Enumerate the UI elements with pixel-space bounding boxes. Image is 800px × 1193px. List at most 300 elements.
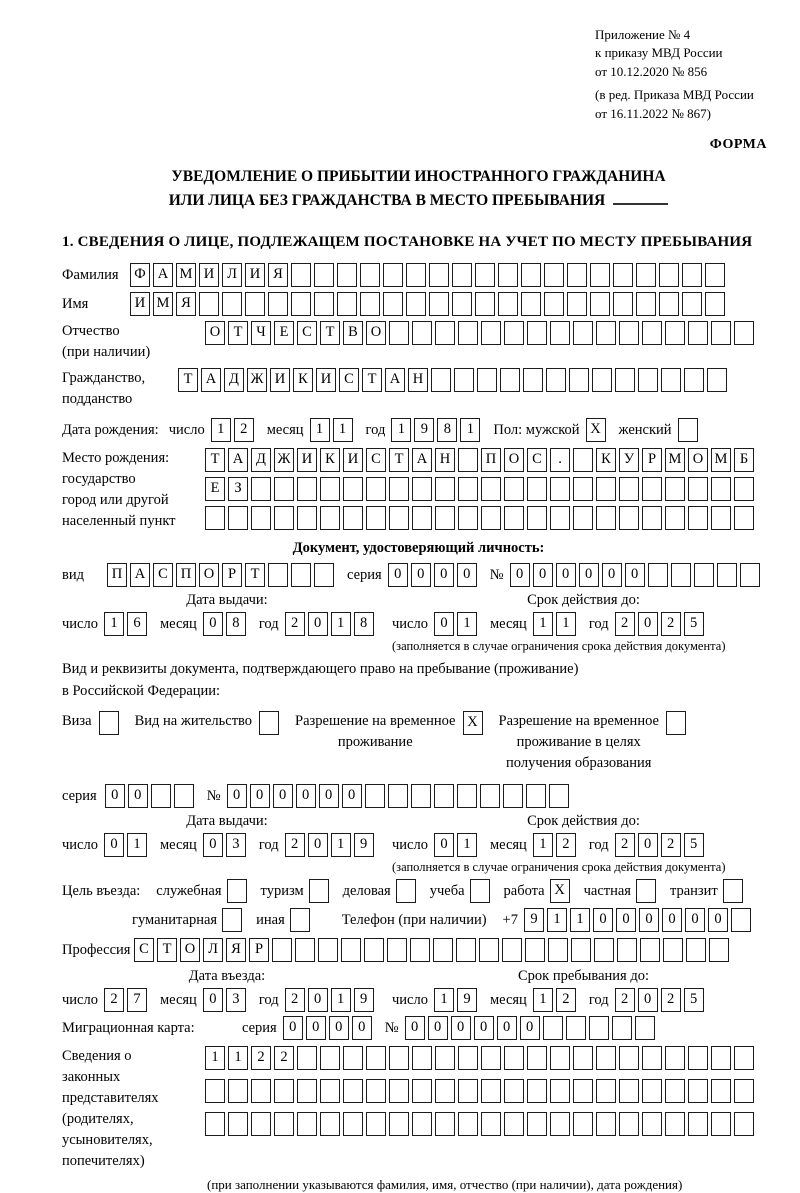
char-box[interactable]: 1 bbox=[310, 418, 330, 442]
char-box[interactable]: Т bbox=[157, 938, 177, 962]
char-box[interactable]: 2 bbox=[285, 612, 305, 636]
char-box[interactable] bbox=[734, 506, 754, 530]
char-box[interactable] bbox=[205, 1112, 225, 1136]
char-box[interactable]: 9 bbox=[457, 988, 477, 1012]
char-box[interactable]: О bbox=[366, 321, 386, 345]
char-box[interactable]: 7 bbox=[127, 988, 147, 1012]
char-box[interactable] bbox=[412, 477, 432, 501]
char-box[interactable] bbox=[320, 477, 340, 501]
char-box[interactable]: 6 bbox=[127, 612, 147, 636]
char-box[interactable] bbox=[596, 1112, 616, 1136]
char-box[interactable] bbox=[337, 263, 357, 287]
char-box[interactable]: И bbox=[245, 263, 265, 287]
char-box[interactable] bbox=[360, 263, 380, 287]
char-box[interactable] bbox=[709, 938, 729, 962]
char-box[interactable] bbox=[151, 784, 171, 808]
char-box[interactable] bbox=[665, 1079, 685, 1103]
char-box[interactable] bbox=[688, 506, 708, 530]
char-box[interactable]: П bbox=[176, 563, 196, 587]
char-box[interactable] bbox=[458, 1079, 478, 1103]
char-box[interactable] bbox=[99, 711, 119, 735]
char-box[interactable] bbox=[688, 1046, 708, 1070]
char-box[interactable]: 0 bbox=[105, 784, 125, 808]
char-box[interactable] bbox=[475, 292, 495, 316]
char-box[interactable] bbox=[549, 784, 569, 808]
char-box[interactable]: Ж bbox=[247, 368, 267, 392]
char-box[interactable] bbox=[596, 506, 616, 530]
char-box[interactable]: Б bbox=[734, 448, 754, 472]
char-box[interactable]: 1 bbox=[127, 833, 147, 857]
char-box[interactable]: 0 bbox=[579, 563, 599, 587]
char-box[interactable] bbox=[723, 879, 743, 903]
char-box[interactable] bbox=[410, 938, 430, 962]
char-box[interactable] bbox=[734, 321, 754, 345]
char-box[interactable] bbox=[502, 938, 522, 962]
char-box[interactable]: 9 bbox=[414, 418, 434, 442]
char-box[interactable]: 5 bbox=[684, 833, 704, 857]
char-box[interactable] bbox=[619, 506, 639, 530]
char-box[interactable] bbox=[343, 506, 363, 530]
char-box[interactable] bbox=[365, 784, 385, 808]
char-box[interactable]: С bbox=[339, 368, 359, 392]
char-box[interactable]: 0 bbox=[306, 1016, 326, 1040]
char-box[interactable] bbox=[504, 506, 524, 530]
char-box[interactable] bbox=[174, 784, 194, 808]
char-box[interactable] bbox=[734, 477, 754, 501]
char-box[interactable] bbox=[661, 368, 681, 392]
char-box[interactable] bbox=[682, 263, 702, 287]
char-box[interactable] bbox=[274, 1112, 294, 1136]
char-box[interactable]: С bbox=[366, 448, 386, 472]
char-box[interactable] bbox=[291, 263, 311, 287]
char-box[interactable]: 0 bbox=[296, 784, 316, 808]
char-box[interactable] bbox=[592, 368, 612, 392]
char-box[interactable] bbox=[498, 292, 518, 316]
char-box[interactable]: 1 bbox=[460, 418, 480, 442]
char-box[interactable] bbox=[383, 263, 403, 287]
char-box[interactable] bbox=[567, 263, 587, 287]
char-box[interactable] bbox=[711, 321, 731, 345]
char-box[interactable] bbox=[573, 1046, 593, 1070]
char-box[interactable]: П bbox=[481, 448, 501, 472]
char-box[interactable] bbox=[481, 1112, 501, 1136]
char-box[interactable]: К bbox=[320, 448, 340, 472]
char-box[interactable]: 1 bbox=[533, 612, 553, 636]
char-box[interactable]: Т bbox=[178, 368, 198, 392]
char-box[interactable] bbox=[527, 506, 547, 530]
char-box[interactable] bbox=[619, 1046, 639, 1070]
char-box[interactable]: Ч bbox=[251, 321, 271, 345]
char-box[interactable]: К bbox=[293, 368, 313, 392]
char-box[interactable] bbox=[481, 1079, 501, 1103]
char-box[interactable] bbox=[548, 938, 568, 962]
char-box[interactable] bbox=[366, 1079, 386, 1103]
char-box[interactable] bbox=[343, 1079, 363, 1103]
char-box[interactable] bbox=[406, 263, 426, 287]
char-box[interactable] bbox=[480, 784, 500, 808]
char-box[interactable] bbox=[678, 418, 698, 442]
char-box[interactable]: 0 bbox=[319, 784, 339, 808]
char-box[interactable]: М bbox=[711, 448, 731, 472]
char-box[interactable] bbox=[396, 879, 416, 903]
char-box[interactable] bbox=[412, 1079, 432, 1103]
char-box[interactable] bbox=[458, 506, 478, 530]
char-box[interactable]: Н bbox=[408, 368, 428, 392]
char-box[interactable]: 2 bbox=[661, 833, 681, 857]
char-box[interactable]: 2 bbox=[556, 833, 576, 857]
char-box[interactable]: Т bbox=[320, 321, 340, 345]
char-box[interactable] bbox=[456, 938, 476, 962]
char-box[interactable]: И bbox=[297, 448, 317, 472]
char-box[interactable] bbox=[412, 1046, 432, 1070]
char-box[interactable]: 2 bbox=[615, 612, 635, 636]
char-box[interactable]: Ж bbox=[274, 448, 294, 472]
char-box[interactable] bbox=[684, 368, 704, 392]
char-box[interactable]: 2 bbox=[615, 988, 635, 1012]
char-box[interactable] bbox=[665, 321, 685, 345]
char-box[interactable]: И bbox=[270, 368, 290, 392]
char-box[interactable]: 1 bbox=[331, 988, 351, 1012]
char-box[interactable]: У bbox=[619, 448, 639, 472]
char-box[interactable]: X bbox=[463, 711, 483, 735]
char-box[interactable]: 0 bbox=[388, 563, 408, 587]
char-box[interactable]: 0 bbox=[308, 833, 328, 857]
char-box[interactable]: . bbox=[550, 448, 570, 472]
char-box[interactable] bbox=[383, 292, 403, 316]
char-box[interactable] bbox=[573, 506, 593, 530]
char-box[interactable] bbox=[274, 477, 294, 501]
char-box[interactable] bbox=[435, 1046, 455, 1070]
char-box[interactable] bbox=[688, 477, 708, 501]
char-box[interactable]: Ф bbox=[130, 263, 150, 287]
char-box[interactable]: 0 bbox=[533, 563, 553, 587]
char-box[interactable]: А bbox=[412, 448, 432, 472]
char-box[interactable] bbox=[640, 938, 660, 962]
char-box[interactable]: 0 bbox=[434, 563, 454, 587]
char-box[interactable] bbox=[686, 938, 706, 962]
char-box[interactable]: 0 bbox=[308, 988, 328, 1012]
char-box[interactable] bbox=[389, 506, 409, 530]
char-box[interactable]: П bbox=[107, 563, 127, 587]
char-box[interactable] bbox=[573, 1112, 593, 1136]
char-box[interactable] bbox=[521, 292, 541, 316]
char-box[interactable] bbox=[314, 292, 334, 316]
char-box[interactable] bbox=[457, 784, 477, 808]
char-box[interactable] bbox=[694, 563, 714, 587]
char-box[interactable] bbox=[500, 368, 520, 392]
char-box[interactable] bbox=[527, 321, 547, 345]
char-box[interactable]: 0 bbox=[283, 1016, 303, 1040]
char-box[interactable] bbox=[642, 321, 662, 345]
char-box[interactable] bbox=[550, 506, 570, 530]
char-box[interactable] bbox=[544, 263, 564, 287]
char-box[interactable]: Т bbox=[362, 368, 382, 392]
char-box[interactable] bbox=[682, 292, 702, 316]
char-box[interactable]: 0 bbox=[451, 1016, 471, 1040]
char-box[interactable] bbox=[389, 1112, 409, 1136]
char-box[interactable]: Л bbox=[222, 263, 242, 287]
char-box[interactable] bbox=[619, 477, 639, 501]
char-box[interactable] bbox=[665, 506, 685, 530]
char-box[interactable]: С bbox=[527, 448, 547, 472]
char-box[interactable]: С bbox=[134, 938, 154, 962]
char-box[interactable] bbox=[320, 1079, 340, 1103]
char-box[interactable] bbox=[504, 321, 524, 345]
char-box[interactable] bbox=[320, 506, 340, 530]
char-box[interactable] bbox=[527, 1046, 547, 1070]
char-box[interactable]: О bbox=[205, 321, 225, 345]
char-box[interactable] bbox=[274, 1079, 294, 1103]
char-box[interactable]: О bbox=[688, 448, 708, 472]
char-box[interactable] bbox=[615, 368, 635, 392]
char-box[interactable]: 0 bbox=[510, 563, 530, 587]
char-box[interactable] bbox=[199, 292, 219, 316]
char-box[interactable]: 1 bbox=[333, 418, 353, 442]
char-box[interactable] bbox=[596, 1079, 616, 1103]
char-box[interactable] bbox=[389, 321, 409, 345]
char-box[interactable]: 0 bbox=[616, 908, 636, 932]
char-box[interactable] bbox=[387, 938, 407, 962]
char-box[interactable] bbox=[458, 448, 478, 472]
char-box[interactable] bbox=[412, 506, 432, 530]
char-box[interactable] bbox=[435, 1112, 455, 1136]
char-box[interactable] bbox=[205, 1079, 225, 1103]
char-box[interactable]: 0 bbox=[625, 563, 645, 587]
char-box[interactable]: 0 bbox=[250, 784, 270, 808]
char-box[interactable]: И bbox=[130, 292, 150, 316]
char-box[interactable]: А bbox=[228, 448, 248, 472]
char-box[interactable]: 1 bbox=[211, 418, 231, 442]
char-box[interactable]: 2 bbox=[285, 833, 305, 857]
char-box[interactable] bbox=[228, 1079, 248, 1103]
char-box[interactable] bbox=[411, 784, 431, 808]
char-box[interactable] bbox=[526, 784, 546, 808]
char-box[interactable] bbox=[320, 1046, 340, 1070]
char-box[interactable] bbox=[429, 292, 449, 316]
char-box[interactable] bbox=[290, 908, 310, 932]
char-box[interactable] bbox=[435, 1079, 455, 1103]
char-box[interactable]: 9 bbox=[354, 988, 374, 1012]
char-box[interactable] bbox=[366, 1112, 386, 1136]
char-box[interactable]: В bbox=[343, 321, 363, 345]
char-box[interactable] bbox=[458, 321, 478, 345]
char-box[interactable] bbox=[734, 1046, 754, 1070]
char-box[interactable] bbox=[291, 563, 311, 587]
char-box[interactable]: 0 bbox=[457, 563, 477, 587]
char-box[interactable] bbox=[521, 263, 541, 287]
char-box[interactable] bbox=[573, 321, 593, 345]
char-box[interactable] bbox=[268, 563, 288, 587]
char-box[interactable] bbox=[297, 1112, 317, 1136]
char-box[interactable] bbox=[388, 784, 408, 808]
char-box[interactable]: Я bbox=[226, 938, 246, 962]
char-box[interactable]: 0 bbox=[474, 1016, 494, 1040]
char-box[interactable] bbox=[734, 1112, 754, 1136]
char-box[interactable] bbox=[366, 506, 386, 530]
char-box[interactable]: 9 bbox=[524, 908, 544, 932]
char-box[interactable] bbox=[431, 368, 451, 392]
char-box[interactable]: 0 bbox=[602, 563, 622, 587]
char-box[interactable] bbox=[389, 1079, 409, 1103]
char-box[interactable] bbox=[711, 1112, 731, 1136]
char-box[interactable]: 1 bbox=[228, 1046, 248, 1070]
char-box[interactable] bbox=[481, 1046, 501, 1070]
char-box[interactable]: X bbox=[586, 418, 606, 442]
char-box[interactable]: 9 bbox=[354, 833, 374, 857]
char-box[interactable] bbox=[666, 711, 686, 735]
char-box[interactable] bbox=[544, 292, 564, 316]
char-box[interactable] bbox=[619, 321, 639, 345]
char-box[interactable] bbox=[527, 477, 547, 501]
char-box[interactable]: 0 bbox=[352, 1016, 372, 1040]
char-box[interactable] bbox=[343, 1112, 363, 1136]
char-box[interactable] bbox=[596, 1046, 616, 1070]
char-box[interactable] bbox=[571, 938, 591, 962]
char-box[interactable]: О bbox=[199, 563, 219, 587]
char-box[interactable] bbox=[590, 292, 610, 316]
char-box[interactable] bbox=[470, 879, 490, 903]
char-box[interactable] bbox=[479, 938, 499, 962]
char-box[interactable] bbox=[228, 1112, 248, 1136]
char-box[interactable] bbox=[731, 908, 751, 932]
char-box[interactable] bbox=[412, 321, 432, 345]
char-box[interactable] bbox=[648, 563, 668, 587]
char-box[interactable] bbox=[435, 506, 455, 530]
char-box[interactable]: Н bbox=[435, 448, 455, 472]
char-box[interactable] bbox=[320, 1112, 340, 1136]
char-box[interactable]: 0 bbox=[411, 563, 431, 587]
char-box[interactable]: 1 bbox=[331, 612, 351, 636]
char-box[interactable]: 1 bbox=[331, 833, 351, 857]
char-box[interactable] bbox=[481, 506, 501, 530]
char-box[interactable]: 3 bbox=[226, 988, 246, 1012]
char-box[interactable] bbox=[573, 1079, 593, 1103]
char-box[interactable] bbox=[205, 506, 225, 530]
char-box[interactable]: 0 bbox=[638, 988, 658, 1012]
char-box[interactable]: 0 bbox=[639, 908, 659, 932]
char-box[interactable]: 0 bbox=[520, 1016, 540, 1040]
char-box[interactable] bbox=[567, 292, 587, 316]
char-box[interactable] bbox=[734, 1079, 754, 1103]
char-box[interactable]: 1 bbox=[457, 612, 477, 636]
char-box[interactable] bbox=[406, 292, 426, 316]
char-box[interactable]: 0 bbox=[708, 908, 728, 932]
char-box[interactable] bbox=[550, 1112, 570, 1136]
char-box[interactable] bbox=[619, 1112, 639, 1136]
char-box[interactable]: А bbox=[201, 368, 221, 392]
char-box[interactable] bbox=[222, 292, 242, 316]
char-box[interactable] bbox=[663, 938, 683, 962]
char-box[interactable] bbox=[481, 477, 501, 501]
char-box[interactable] bbox=[550, 1079, 570, 1103]
char-box[interactable] bbox=[435, 477, 455, 501]
char-box[interactable] bbox=[527, 1112, 547, 1136]
char-box[interactable]: К bbox=[596, 448, 616, 472]
char-box[interactable] bbox=[291, 292, 311, 316]
char-box[interactable]: 1 bbox=[434, 988, 454, 1012]
char-box[interactable] bbox=[452, 292, 472, 316]
char-box[interactable] bbox=[642, 477, 662, 501]
char-box[interactable] bbox=[550, 321, 570, 345]
char-box[interactable]: 0 bbox=[329, 1016, 349, 1040]
char-box[interactable]: 1 bbox=[533, 833, 553, 857]
char-box[interactable] bbox=[740, 563, 760, 587]
char-box[interactable]: Т bbox=[228, 321, 248, 345]
char-box[interactable] bbox=[504, 477, 524, 501]
char-box[interactable] bbox=[711, 506, 731, 530]
char-box[interactable] bbox=[222, 908, 242, 932]
char-box[interactable]: А bbox=[153, 263, 173, 287]
char-box[interactable] bbox=[504, 1046, 524, 1070]
char-box[interactable] bbox=[636, 263, 656, 287]
char-box[interactable] bbox=[337, 292, 357, 316]
char-box[interactable]: 2 bbox=[104, 988, 124, 1012]
char-box[interactable] bbox=[550, 477, 570, 501]
char-box[interactable] bbox=[688, 1079, 708, 1103]
char-box[interactable]: 0 bbox=[662, 908, 682, 932]
char-box[interactable] bbox=[566, 1016, 586, 1040]
char-box[interactable]: М bbox=[665, 448, 685, 472]
char-box[interactable]: Р bbox=[642, 448, 662, 472]
char-box[interactable] bbox=[594, 938, 614, 962]
char-box[interactable]: И bbox=[316, 368, 336, 392]
char-box[interactable]: 1 bbox=[570, 908, 590, 932]
char-box[interactable] bbox=[433, 938, 453, 962]
char-box[interactable] bbox=[268, 292, 288, 316]
char-box[interactable] bbox=[717, 563, 737, 587]
char-box[interactable] bbox=[251, 1079, 271, 1103]
char-box[interactable]: 3 bbox=[226, 833, 246, 857]
char-box[interactable]: 0 bbox=[203, 988, 223, 1012]
char-box[interactable] bbox=[341, 938, 361, 962]
char-box[interactable]: Т bbox=[389, 448, 409, 472]
char-box[interactable]: О bbox=[504, 448, 524, 472]
char-box[interactable]: Д bbox=[224, 368, 244, 392]
char-box[interactable] bbox=[297, 477, 317, 501]
char-box[interactable]: 2 bbox=[615, 833, 635, 857]
char-box[interactable]: 0 bbox=[685, 908, 705, 932]
char-box[interactable] bbox=[671, 563, 691, 587]
char-box[interactable] bbox=[434, 784, 454, 808]
char-box[interactable] bbox=[314, 263, 334, 287]
char-box[interactable] bbox=[458, 1046, 478, 1070]
char-box[interactable]: 2 bbox=[556, 988, 576, 1012]
char-box[interactable] bbox=[318, 938, 338, 962]
char-box[interactable] bbox=[596, 321, 616, 345]
char-box[interactable]: Р bbox=[249, 938, 269, 962]
char-box[interactable] bbox=[543, 1016, 563, 1040]
char-box[interactable]: 2 bbox=[661, 612, 681, 636]
char-box[interactable] bbox=[227, 879, 247, 903]
char-box[interactable] bbox=[475, 263, 495, 287]
char-box[interactable]: 0 bbox=[638, 612, 658, 636]
char-box[interactable] bbox=[481, 321, 501, 345]
char-box[interactable]: 1 bbox=[104, 612, 124, 636]
char-box[interactable] bbox=[711, 1046, 731, 1070]
char-box[interactable] bbox=[498, 263, 518, 287]
char-box[interactable] bbox=[343, 477, 363, 501]
char-box[interactable]: 5 bbox=[684, 612, 704, 636]
char-box[interactable]: 0 bbox=[556, 563, 576, 587]
char-box[interactable]: 0 bbox=[434, 612, 454, 636]
char-box[interactable] bbox=[659, 292, 679, 316]
char-box[interactable]: 1 bbox=[533, 988, 553, 1012]
char-box[interactable]: 0 bbox=[497, 1016, 517, 1040]
char-box[interactable] bbox=[636, 879, 656, 903]
char-box[interactable] bbox=[228, 506, 248, 530]
char-box[interactable]: 8 bbox=[437, 418, 457, 442]
char-box[interactable] bbox=[309, 879, 329, 903]
